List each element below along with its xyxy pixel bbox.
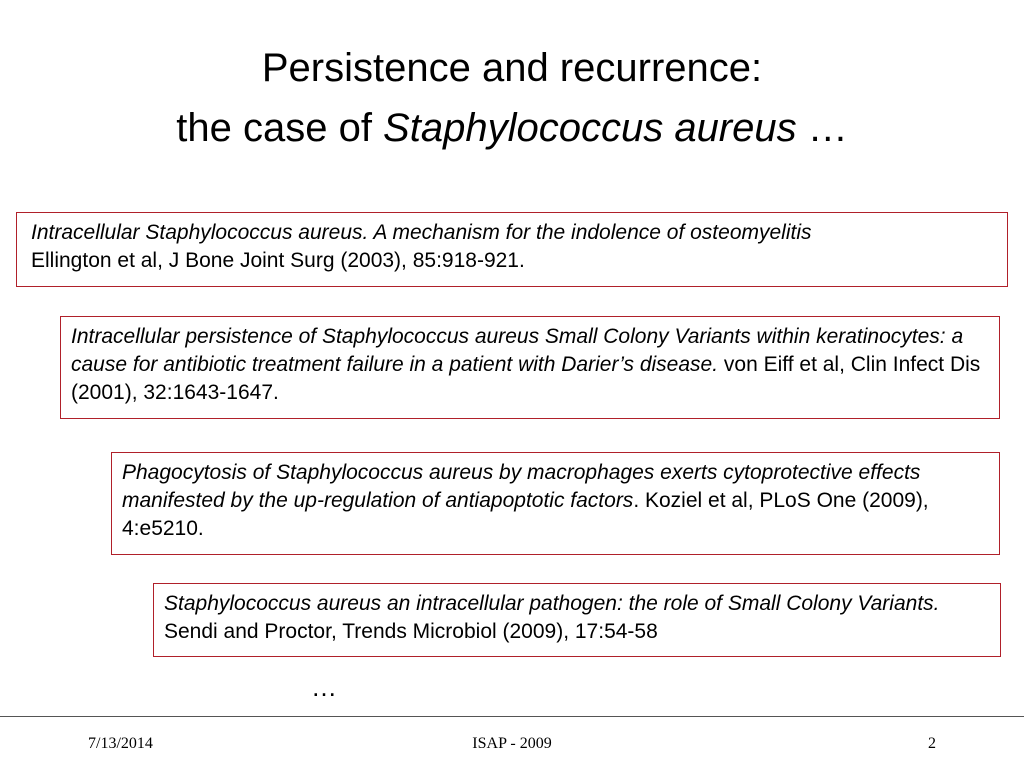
footer-date: 7/13/2014 [88, 735, 153, 752]
reference-title: Phagocytosis of Staphylococcus aureus by macrophages exerts cytoprotective effects manifested by the up-regulation of antiapoptotic factors [122, 461, 921, 512]
reference-citation: von Eiff et al, Clin Infect Dis (2001), 32:1643-1647. [71, 353, 981, 404]
title-organism: Staphylococcus aureus [383, 106, 797, 150]
footer-event: ISAP - 2009 [472, 735, 552, 752]
title-prefix: the case of [176, 106, 384, 150]
reference-box-4 [153, 583, 1001, 657]
slide-title-line2 [0, 104, 1024, 152]
reference-citation: Sendi and Proctor, Trends Microbiol (2009), 17:54-58 [164, 620, 658, 643]
reference-citation: Ellington et al, J Bone Joint Surg (2003), 85:918-921. [31, 249, 525, 272]
reference-box-3 [111, 452, 1000, 555]
continuation-ellipsis: … [311, 672, 337, 702]
reference-box-2 [60, 316, 1000, 419]
title-suffix: … [796, 106, 848, 150]
reference-citation: . Koziel et al, PLoS One (2009), 4:e5210. [122, 489, 929, 540]
reference-title: Staphylococcus aureus an intracellular pathogen: the role of Small Colony Variants. [164, 592, 940, 615]
reference-title: Intracellular Staphylococcus aureus. A mechanism for the indolence of osteomyelitis [31, 221, 812, 244]
reference-title: Intracellular persistence of Staphylococcus aureus Small Colony Variants within keratinocytes: a cause for antibiotic treatment failure in a patient with Darier’s disease. [71, 325, 964, 376]
footer-page-number: 2 [928, 735, 936, 752]
slide-title-line1: Persistence and recurrence: [261, 46, 763, 90]
footer-divider [0, 716, 1024, 717]
reference-box-1 [16, 212, 1008, 287]
